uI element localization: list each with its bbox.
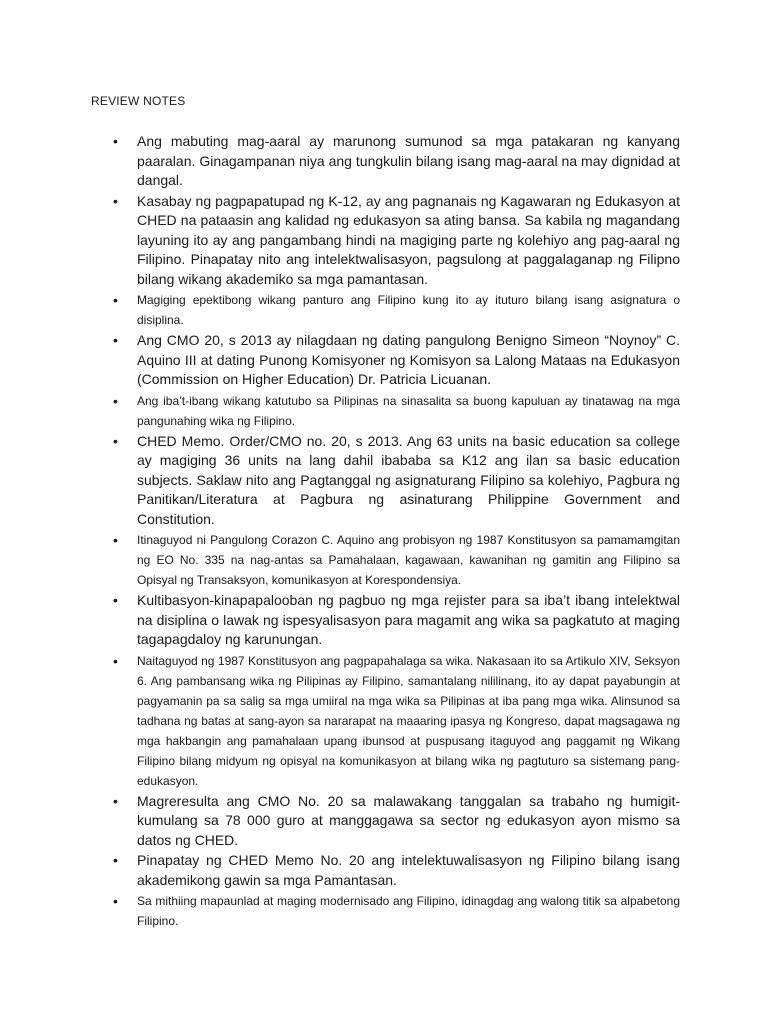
note-text: Ang iba’t-ibang wikang katutubo sa Pilipinas na sinasalita sa buong kapuluan ay tinatawag na mga pangunahing wika ng Filipino. <box>137 393 680 428</box>
bullet-icon: • <box>113 292 118 308</box>
note-item <box>90 432 680 530</box>
note-text: Magiging epektibong wikang panturo ang Filipino kung ito ay ituturo bilang isang asignatura o disiplina. <box>137 293 680 327</box>
note-text: Itinaguyod ni Pangulong Corazon C. Aquino ang probisyon ng 1987 Konstitusyon sa pamamamgitan ng EO No. 335 na nag-antas sa Pamahalaan, kagawaan, kawanihan ng gamitin ang Filipino sa Opisyal ng Transaksyon, komunikasyon at Korespondensiya. <box>137 533 680 587</box>
note-text: Pinapatay ng CHED Memo No. 20 ang intelektuwalisasyon ng Filipino bilang isang akademikong gawin sa mga Pamantasan. <box>137 852 680 888</box>
note-text: Sa mithiing mapaunlad at maging modernisado ang Filipino, idinagdag ang walong titik sa alpabetong Filipino. <box>137 894 680 928</box>
bullet-icon: • <box>113 332 118 348</box>
note-item <box>90 651 680 791</box>
note-item <box>90 331 680 390</box>
note-text: CHED Memo. Order/CMO no. 20, s 2013. Ang 63 units na basic education sa college ay magiging 36 units na lang dahil ibababa sa K12 ang ilan sa basic education subjects. Saklaw nito ang Pagtanggal ng asignaturang Filipino sa kolehiyo, Pagbura ng Panitikan/Literatura at Pagbura ng asinaturang Philippine Government and Constitution. <box>137 432 680 527</box>
note-item <box>90 192 680 290</box>
note-item <box>90 851 680 890</box>
bullet-icon: • <box>113 192 118 209</box>
note-text: Ang CMO 20, s 2013 ay nilagdaan ng dating pangulong Benigno Simeon “Noynoy” C. Aquino III at dating Punong Komisyoner ng Komisyon sa Lalong Mataas na Edukasyon (Commission on Higher Education) Dr. Patricia Licuanan. <box>137 332 680 387</box>
note-item <box>90 391 680 431</box>
bullet-icon: • <box>113 652 118 669</box>
bullet-icon: • <box>113 392 118 409</box>
note-text: Kultibasyon-kinapapalooban ng pagbuo ng mga rejister para sa iba’t ibang intelektwal na disiplina o lawak ng ispesyalisasyon para magamit ang wika sa pagkatuto at maging tagapagdaloy ng karunungan. <box>137 592 680 647</box>
bullet-icon: • <box>113 792 118 809</box>
bullet-icon: • <box>113 852 118 868</box>
bullet-icon: • <box>113 592 118 608</box>
note-text: Naitaguyod ng 1987 Konstitusyon ang pagpapahalaga sa wika. Nakasaan ito sa Artikulo XIV, Seksyon 6. Ang pambansang wika ng Pilipinas ay Filipino, samantalang nililinang, ito ay dapat payabungin at pagyamanin pa sa salig sa mga umiiral na mga wika sa Pilipinas at iba pang mga wika. Alinsunod sa tadhana ng batas at sang-ayon sa nararapat na maaaring ipasya ng Kongreso, dapat magsagawa ng mga hakbangin ang pamahalaan upang ibunsod at puspusang itaguyod ang paggamit ng Wikang Filipino bilang midyum ng opisyal na komunikasyon at bilang wika ng pagtuturo sa sistemang pang-edukasyon. <box>137 653 680 788</box>
review-notes-list <box>90 132 680 931</box>
bullet-icon: • <box>113 432 118 449</box>
note-item <box>90 290 680 330</box>
bullet-icon: • <box>113 532 118 548</box>
bullet-icon: • <box>113 133 118 149</box>
note-text: Magreresulta ang CMO No. 20 sa malawakang tanggalan sa trabaho ng humigit-kumulang sa 78 000 guro at manggagawa sa sector ng edukasyon ayon mismo sa datos ng CHED. <box>137 792 680 848</box>
document-title: REVIEW NOTES <box>91 94 186 108</box>
note-item <box>90 132 680 191</box>
note-text: Ang mabuting mag-aaral ay marunong sumunod sa mga patakaran ng kanyang paaralan. Ginagampanan niya ang tungkulin bilang isang mag-aaral na may dignidad at dangal. <box>137 133 680 188</box>
note-item <box>90 891 680 931</box>
bullet-icon: • <box>113 893 118 909</box>
note-text: Kasabay ng pagpapatupad ng K-12, ay ang pagnanais ng Kagawaran ng Edukasyon at CHED na pataasin ang kalidad ng edukasyon sa ating bansa. Sa kabila ng magandang layuning ito ay ang pangambang hindi na magiging parte ng kolehiyo ang pag-aaral ng Filipino. Pinapatay nito ang intelektwalisasyon, pagsulong at paggalaganap ng Filipno bilang wikang akademiko sa mga pamantasan. <box>137 192 680 287</box>
note-item <box>90 591 680 650</box>
note-item <box>90 792 680 851</box>
note-item <box>90 530 680 590</box>
